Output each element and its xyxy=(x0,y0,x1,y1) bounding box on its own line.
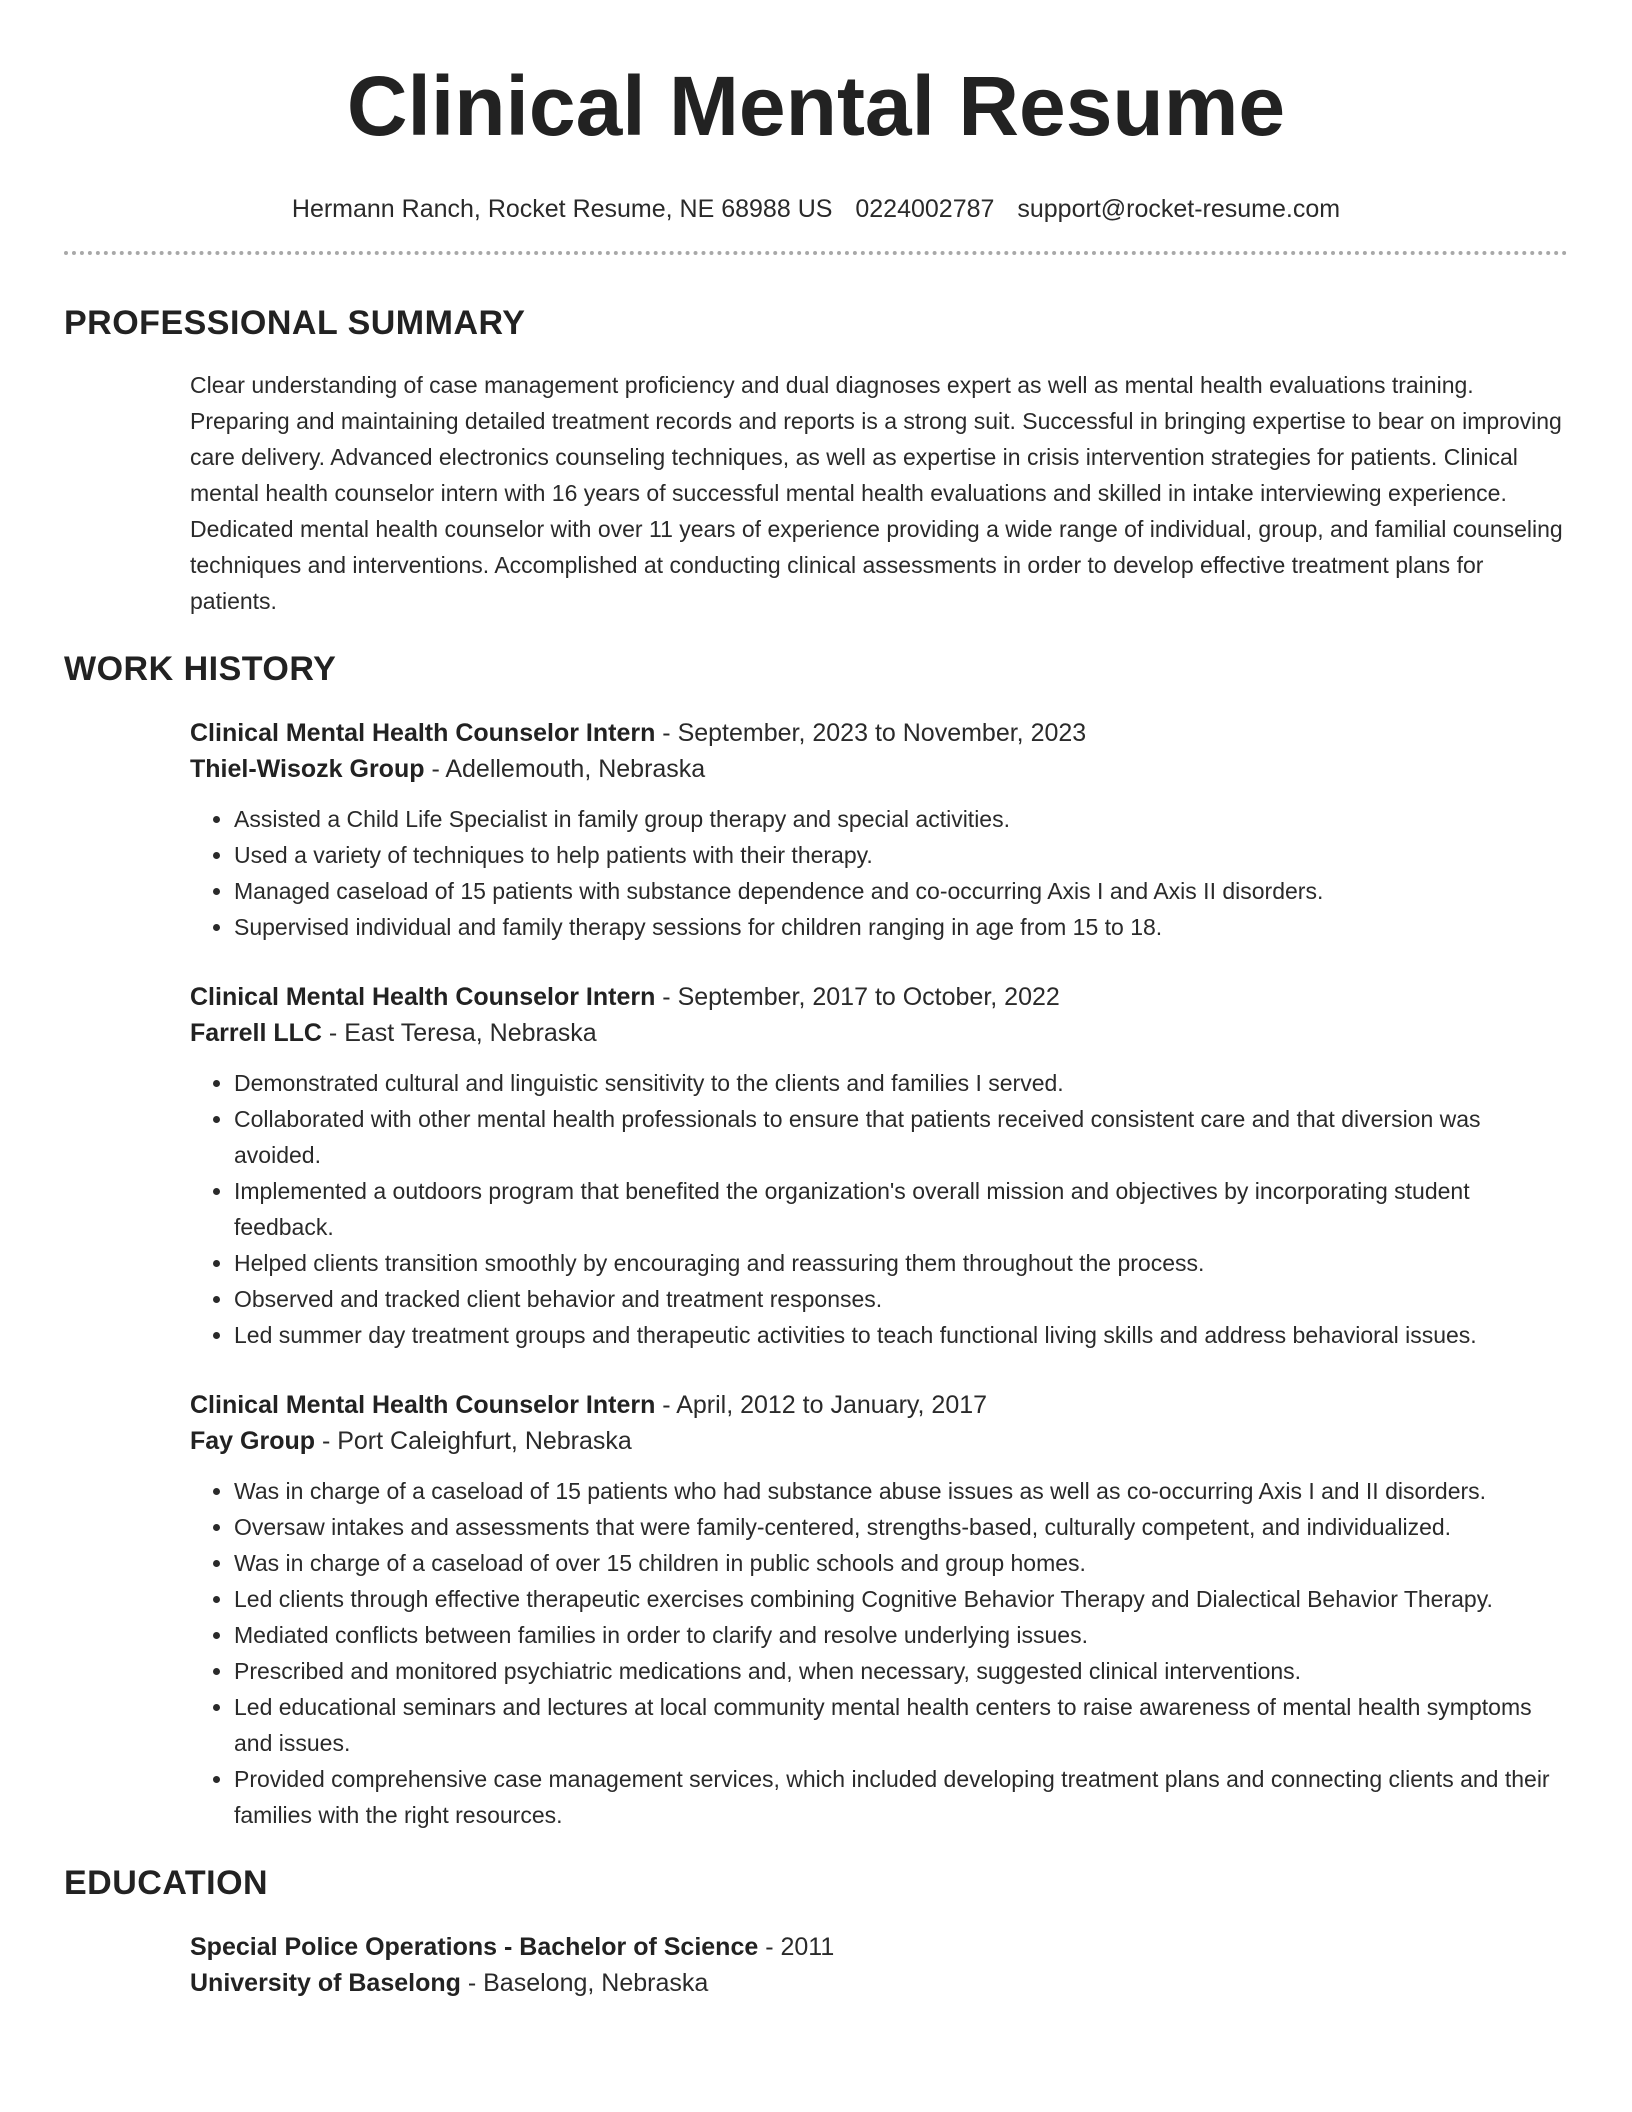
job-bullet: • Supervised individual and family therapy sessions for children ranging in age from 15 to 18. xyxy=(234,909,1568,945)
job-location: - Adellemouth, Nebraska xyxy=(424,755,706,783)
job-dates: - September, 2023 to November, 2023 xyxy=(655,719,1087,747)
education-entry xyxy=(190,1929,1568,2001)
job-bullet: • Prescribed and monitored psychiatric medications and, when necessary, suggested clinical interventions. xyxy=(234,1653,1568,1689)
job-entry xyxy=(190,979,1568,1353)
section-title-education: EDUCATION xyxy=(64,1864,269,1902)
contact-email: support@rocket-resume.com xyxy=(1017,195,1341,223)
job-company: Thiel-Wisozk Group xyxy=(190,755,425,783)
contact-info xyxy=(64,194,1568,224)
job-company-line xyxy=(190,1423,1568,1459)
job-company: Fay Group xyxy=(190,1427,316,1455)
education-location: - Baselong, Nebraska xyxy=(460,1969,709,1997)
job-bullet: • Was in charge of a caseload of 15 patients who had substance abuse issues as well as co-occurring Axis I and II disorders. xyxy=(234,1473,1568,1509)
job-bullet: • Implemented a outdoors program that benefited the organization's overall mission and objectives by incorporating student feedback. xyxy=(234,1173,1568,1245)
job-bullet: • Demonstrated cultural and linguistic sensitivity to the clients and families I served. xyxy=(234,1065,1568,1101)
job-bullet: • Was in charge of a caseload of over 15 children in public schools and group homes. xyxy=(234,1545,1568,1581)
job-role-line xyxy=(190,1387,1568,1423)
contact-address: Hermann Ranch, Rocket Resume, NE 68988 US xyxy=(291,195,833,223)
contact-phone: 0224002787 xyxy=(855,195,995,223)
job-role-line xyxy=(190,715,1568,751)
header-divider xyxy=(64,251,1568,255)
summary-text: Clear understanding of case management proficiency and dual diagnoses expert as well as mental health evaluations training. Preparing and maintaining detailed treatment records and reports is a strong suit. Successful in bringing expertise to bear on improving care delivery. Advanced electronics counseling techniques, as well as expertise in crisis intervention strategies for patients. Clinical mental health counselor intern with 16 years of successful mental health evaluations and skilled in intake interviewing experience. Dedicated mental health counselor with over 11 years of experience providing a wide range of individual, group, and familial counseling techniques and interventions. Accomplished at conducting clinical assessments in order to develop effective treatment plans for patients. xyxy=(190,372,1563,614)
job-company: Farrell LLC xyxy=(190,1019,322,1047)
education-degree: Special Police Operations - Bachelor of Science xyxy=(190,1933,759,1961)
job-location: - East Teresa, Nebraska xyxy=(321,1019,597,1047)
job-bullet: • Led summer day treatment groups and therapeutic activities to teach functional living skills and address behavioral issues. xyxy=(234,1317,1568,1353)
section-title-summary: PROFESSIONAL SUMMARY xyxy=(64,304,526,342)
job-dates: - April, 2012 to January, 2017 xyxy=(655,1391,988,1419)
job-bullet: • Led clients through effective therapeutic exercises combining Cognitive Behavior Therapy and Dialectical Behavior Therapy. xyxy=(234,1581,1568,1617)
job-role: Clinical Mental Health Counselor Intern xyxy=(190,719,656,747)
job-dates: - September, 2017 to October, 2022 xyxy=(655,983,1060,1011)
job-bullet: • Collaborated with other mental health professionals to ensure that patients received consistent care and that diversion was avoided. xyxy=(234,1101,1568,1173)
job-bullet: • Mediated conflicts between families in order to clarify and resolve underlying issues. xyxy=(234,1617,1568,1653)
job-role-line xyxy=(190,979,1568,1015)
job-bullet: • Used a variety of techniques to help patients with their therapy. xyxy=(234,837,1568,873)
education-degree-line xyxy=(190,1929,1568,1965)
job-role: Clinical Mental Health Counselor Intern xyxy=(190,1391,656,1419)
job-location: - Port Caleighfurt, Nebraska xyxy=(315,1427,632,1455)
section-title-work-history: WORK HISTORY xyxy=(64,650,337,688)
education-school-line xyxy=(190,1965,1568,2001)
job-role: Clinical Mental Health Counselor Intern xyxy=(190,983,656,1011)
job-bullet: • Oversaw intakes and assessments that were family-centered, strengths-based, culturally competent, and individualized. xyxy=(234,1509,1568,1545)
job-bullet: • Led educational seminars and lectures at local community mental health centers to raise awareness of mental health symptoms and issues. xyxy=(234,1689,1568,1761)
job-bullet: • Managed caseload of 15 patients with substance dependence and co-occurring Axis I and Axis II disorders. xyxy=(234,873,1568,909)
job-bullets xyxy=(190,801,1568,945)
education-school: University of Baselong xyxy=(190,1969,461,1997)
job-company-line xyxy=(190,1015,1568,1051)
job-entry xyxy=(190,715,1568,945)
resume-title: Clinical Mental Resume xyxy=(346,59,1286,153)
job-entry xyxy=(190,1387,1568,1833)
job-bullet: • Provided comprehensive case management services, which included developing treatment plans and connecting clients and their families with the right resources. xyxy=(234,1761,1568,1833)
job-bullet: • Helped clients transition smoothly by encouraging and reassuring them throughout the process. xyxy=(234,1245,1568,1281)
education-year: - 2011 xyxy=(758,1933,835,1961)
job-company-line xyxy=(190,751,1568,787)
job-bullets xyxy=(190,1473,1568,1833)
job-bullet: • Observed and tracked client behavior and treatment responses. xyxy=(234,1281,1568,1317)
job-bullet: • Assisted a Child Life Specialist in family group therapy and special activities. xyxy=(234,801,1568,837)
job-bullets xyxy=(190,1065,1568,1353)
